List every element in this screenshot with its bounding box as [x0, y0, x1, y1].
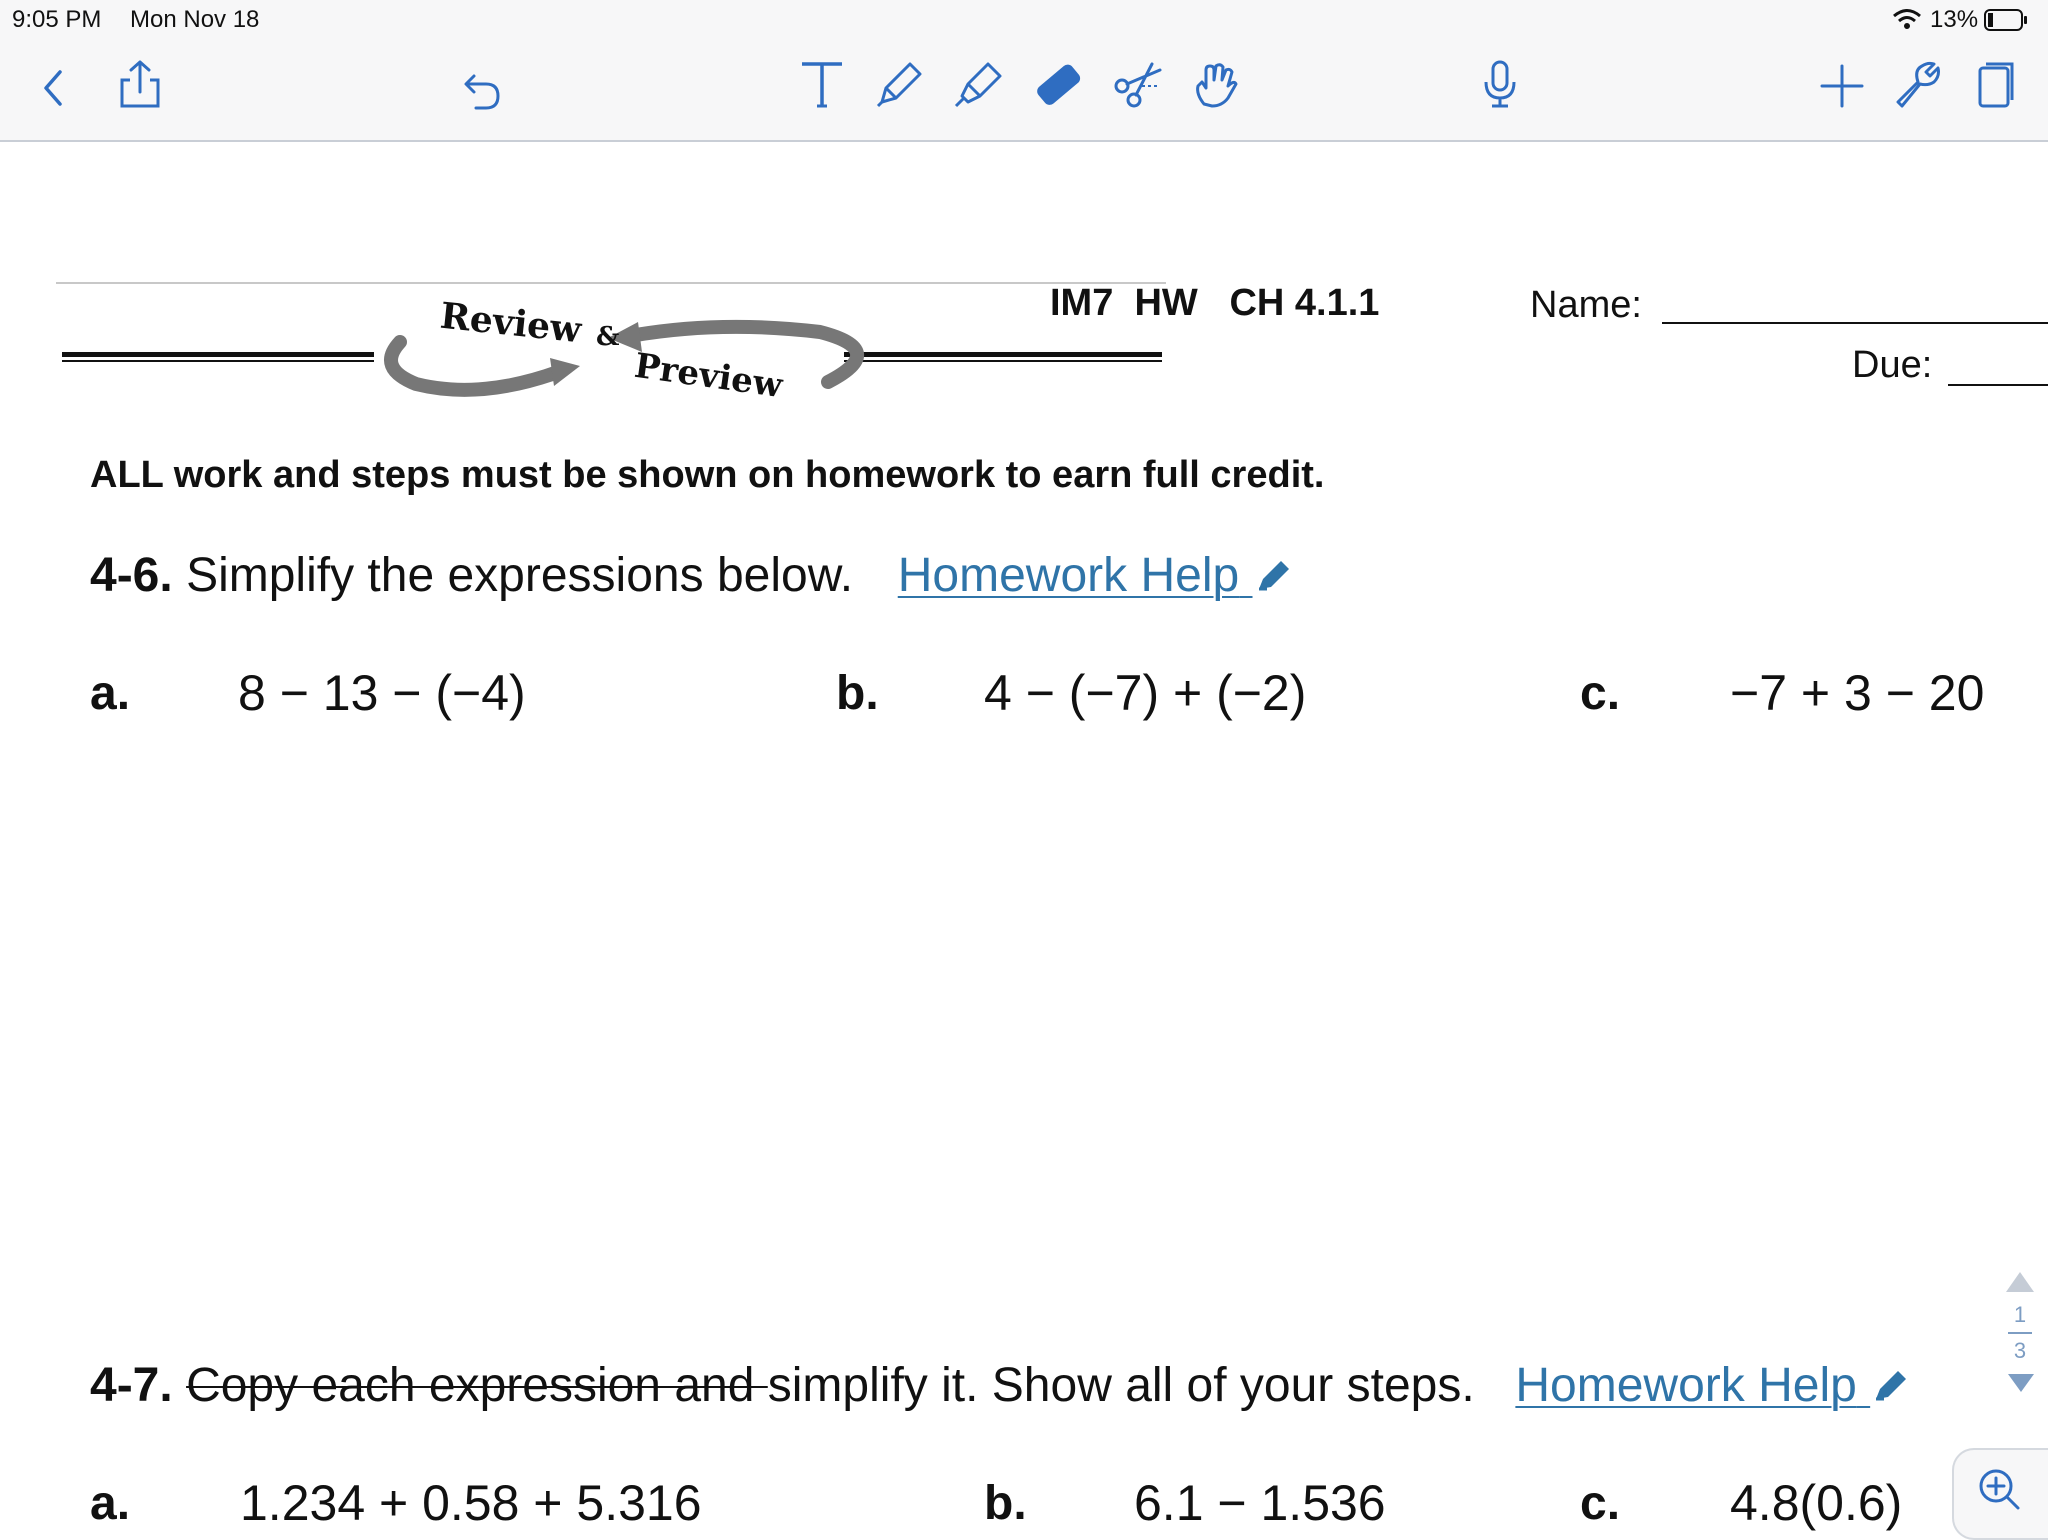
- page-total: 3: [2013, 1338, 2027, 1363]
- page-current: 1: [2013, 1302, 2027, 1327]
- expression-a: 1.234 + 0.58 + 5.316: [240, 1475, 702, 1531]
- page-up-arrow-icon[interactable]: [2004, 1268, 2036, 1296]
- item-label-c: c.: [1580, 1477, 1621, 1530]
- problem-4-7-heading: [90, 1358, 1910, 1413]
- highlighter-icon[interactable]: [952, 58, 1004, 110]
- review-preview-logo: [60, 292, 1170, 407]
- item-label-a: a.: [90, 667, 131, 720]
- name-label: Name:: [1530, 284, 1642, 326]
- header-rule: [56, 282, 1166, 284]
- instructions-text: ALL work and steps must be shown on homework to earn full credit.: [90, 454, 1325, 496]
- hand-icon[interactable]: [1190, 58, 1242, 110]
- name-line: [1662, 322, 2048, 324]
- problem-text: Simplify the expressions below.: [186, 549, 854, 602]
- struck-text: Copy each expression and: [186, 1359, 768, 1412]
- pen-icon[interactable]: [872, 58, 924, 110]
- eraser-icon[interactable]: [1032, 58, 1084, 110]
- problem-number: 4-6.: [90, 549, 173, 602]
- worksheet-title: IM7 HW CH 4.1.1: [1050, 282, 1380, 324]
- toolbar: [0, 40, 2048, 142]
- pencil-icon: [1253, 552, 1293, 592]
- battery-icon: [1984, 9, 2028, 31]
- plus-icon[interactable]: [1816, 60, 1868, 112]
- expression-c: −7 + 3 − 20: [1730, 665, 1985, 721]
- expression-c: 4.8(0.6): [1730, 1475, 1903, 1531]
- zoom-button[interactable]: [1952, 1448, 2048, 1540]
- document-page[interactable]: [0, 142, 2048, 1536]
- status-time: 9:05 PM: [12, 6, 102, 33]
- item-label-a: a.: [90, 1477, 131, 1530]
- expression-a: 8 − 13 − (−4): [238, 665, 526, 721]
- battery-percent: 13%: [1930, 6, 1979, 33]
- homework-help-label: Homework Help: [1515, 1359, 1857, 1412]
- item-label-b: b.: [984, 1477, 1027, 1530]
- expression-b: 4 − (−7) + (−2): [984, 665, 1307, 721]
- logo-review-text: Review: [438, 294, 584, 352]
- page-divider: [2008, 1332, 2032, 1334]
- status-bar: [0, 0, 2048, 40]
- logo-amp-text: &: [596, 322, 620, 352]
- wrench-icon[interactable]: [1890, 58, 1942, 110]
- text-tool-icon[interactable]: [796, 58, 848, 110]
- item-label-c: c.: [1580, 667, 1621, 720]
- logo-preview-text: Preview: [631, 345, 785, 407]
- expression-b: 6.1 − 1.536: [1134, 1475, 1386, 1531]
- homework-help-link[interactable]: [1515, 1359, 1910, 1412]
- item-label-b: b.: [836, 667, 879, 720]
- undo-icon[interactable]: [456, 64, 508, 116]
- problem-4-6-heading: [90, 548, 1293, 603]
- page-down-arrow-icon[interactable]: [2006, 1370, 2036, 1396]
- scissors-icon[interactable]: [1112, 58, 1164, 110]
- pencil-icon: [1870, 1362, 1910, 1402]
- due-line: [1948, 384, 2048, 386]
- share-icon[interactable]: [114, 58, 166, 110]
- problem-text: simplify it. Show all of your steps.: [767, 1359, 1475, 1412]
- problem-number: 4-7.: [90, 1359, 173, 1412]
- homework-help-link[interactable]: [898, 549, 1293, 602]
- page-icon[interactable]: [1968, 58, 2020, 110]
- zoom-in-icon: [1976, 1466, 2022, 1512]
- homework-help-label: Homework Help: [897, 549, 1240, 602]
- due-label: Due:: [1852, 344, 1933, 386]
- status-date: Mon Nov 18: [130, 6, 260, 33]
- microphone-icon[interactable]: [1474, 58, 1526, 110]
- wifi-icon: [1892, 8, 1922, 30]
- back-icon[interactable]: [28, 62, 80, 114]
